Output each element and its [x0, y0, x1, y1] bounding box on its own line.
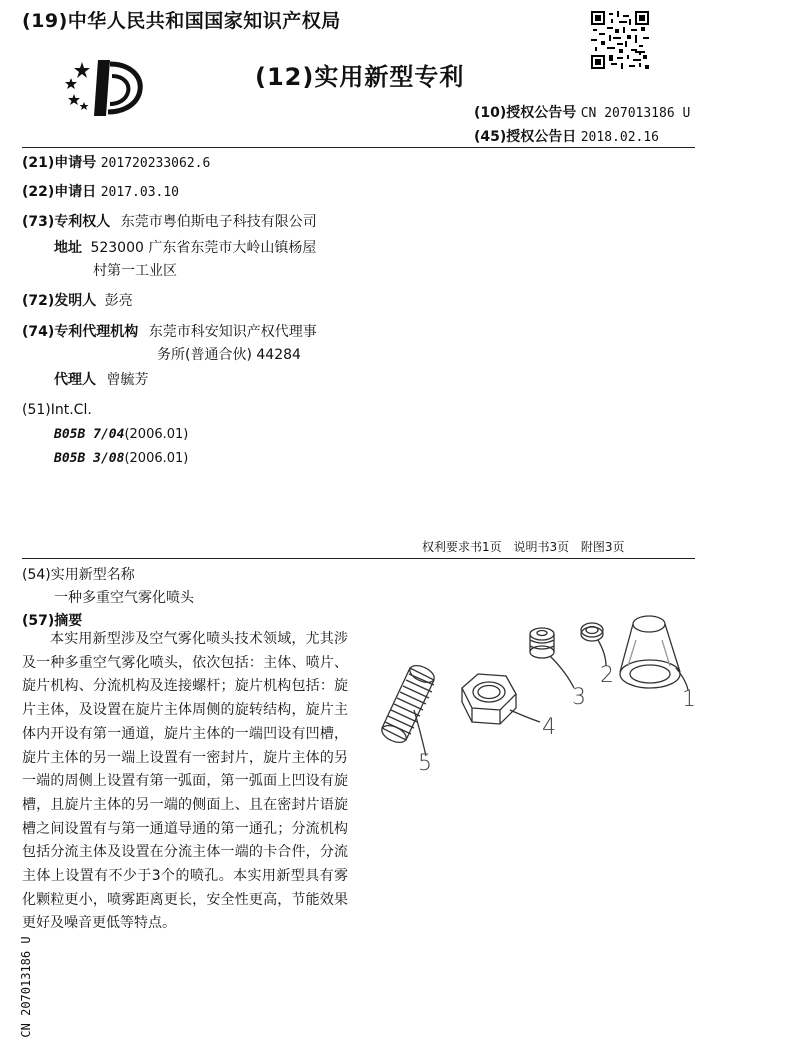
agency-line1: 东莞市科安知识产权代理事: [148, 324, 317, 340]
spray-disc-part: [581, 623, 603, 641]
qr-code-icon: [591, 11, 649, 69]
patentee-value: 东莞市粤伯斯电子科技有限公司: [120, 214, 317, 230]
patentee-label: (73)专利权人: [22, 214, 111, 230]
address-row: [54, 239, 316, 257]
figure-label-4: 4: [542, 715, 556, 740]
hex-nut-part: [462, 674, 516, 724]
ipc-row: [54, 450, 188, 468]
title-label: (54)实用新型名称: [22, 567, 135, 583]
pub-date-label: (45)授权公告日: [474, 129, 577, 145]
inventor-value: 彭亮: [104, 293, 133, 309]
application-date-row: [22, 183, 179, 202]
address-label: 地址: [54, 240, 82, 256]
patent-type-title: (12)实用新型专利: [255, 63, 465, 91]
app-date-value: 2017.03.10: [100, 185, 180, 200]
address-line1: 523000 广东省东莞市大岭山镇杨屋: [90, 240, 317, 256]
exploded-view-drawing: [370, 610, 710, 780]
ipc-version: (2006.01): [124, 451, 189, 466]
inventor-label: (72)发明人: [22, 293, 97, 309]
inventor-row: [22, 292, 133, 310]
publication-date-row: [474, 126, 659, 146]
pub-no-label: (10)授权公告号: [474, 105, 577, 121]
int-cl-label: (51)Int.Cl.: [22, 402, 92, 418]
agent-label: 代理人: [54, 372, 96, 388]
agent-value: 曾毓芳: [106, 372, 149, 388]
agency-label: (74)专利代理机构: [22, 324, 139, 340]
threaded-rod-part: [379, 662, 436, 746]
ipc-version: (2006.01): [124, 427, 189, 442]
figure-label-3: 3: [572, 685, 586, 710]
ipc-code: B05B 3/08: [54, 451, 125, 466]
page-count-info: 权利要求书1页 说明书3页 附图3页: [422, 540, 625, 554]
cnipa-emblem-icon: [62, 56, 146, 120]
ipc-row: [54, 426, 188, 444]
abstract-text: 本实用新型涉及空气雾化喷头技术领域，尤其涉及一种多重空气雾化喷头，依次包括：主体、喷片、旋片机构、分流机构及连接螺杆；旋片机构包括：旋片主体，及设置在旋片主体周侧的旋转结构，旋片主体内开设有第一通道，旋片主体的一端凹设有凹槽，旋片主体的另一端上设置有一密封片，旋片主体的另一端的周侧上设置有第一弧面，第一弧面上凹设有旋槽，且旋片主体的另一端的侧面上、且在密封片语旋槽之间设置有与第一通道导通的第一通孔；分流机构包括分流主体及设置在分流主体一端的卡合件，分流主体上设置有不少于3个的喷孔。本实用新型具有雾化颗粒更小，喷雾距离更长，安全性更高，节能效果更好及噪音更低等特点。: [22, 631, 348, 932]
address-line2: 村第一工业区: [93, 263, 177, 279]
utility-model-title: 一种多重空气雾化喷头: [54, 590, 194, 606]
pub-date-value: 2018.02.16: [580, 130, 660, 145]
ipc-code: B05B 7/04: [54, 427, 125, 442]
abstract-label: (57)摘要: [22, 613, 83, 629]
pub-no-value: CN 207013186 U: [580, 106, 691, 121]
agency-row: [22, 323, 317, 341]
figure-label-1: 1: [682, 687, 696, 712]
figure-label-2: 2: [600, 663, 614, 688]
header-divider: [22, 147, 695, 148]
main-body-part: [620, 616, 680, 688]
office-name: (19)中华人民共和国国家知识产权局: [22, 10, 341, 32]
figure-label-5: 5: [418, 751, 432, 776]
agent-row: [54, 371, 148, 389]
publication-number-row: [474, 102, 690, 122]
app-no-value: 201720233062.6: [100, 156, 211, 171]
swirl-insert-part: [530, 628, 554, 658]
application-number-row: [22, 154, 210, 173]
agency-line2: 务所(普通合伙) 44284: [157, 347, 301, 363]
biblio-divider: [22, 558, 695, 559]
patentee-row: [22, 213, 317, 231]
app-date-label: (22)申请日: [22, 184, 97, 200]
side-publication-code: CN 207013186 U: [19, 936, 33, 1038]
app-no-label: (21)申请号: [22, 155, 97, 171]
